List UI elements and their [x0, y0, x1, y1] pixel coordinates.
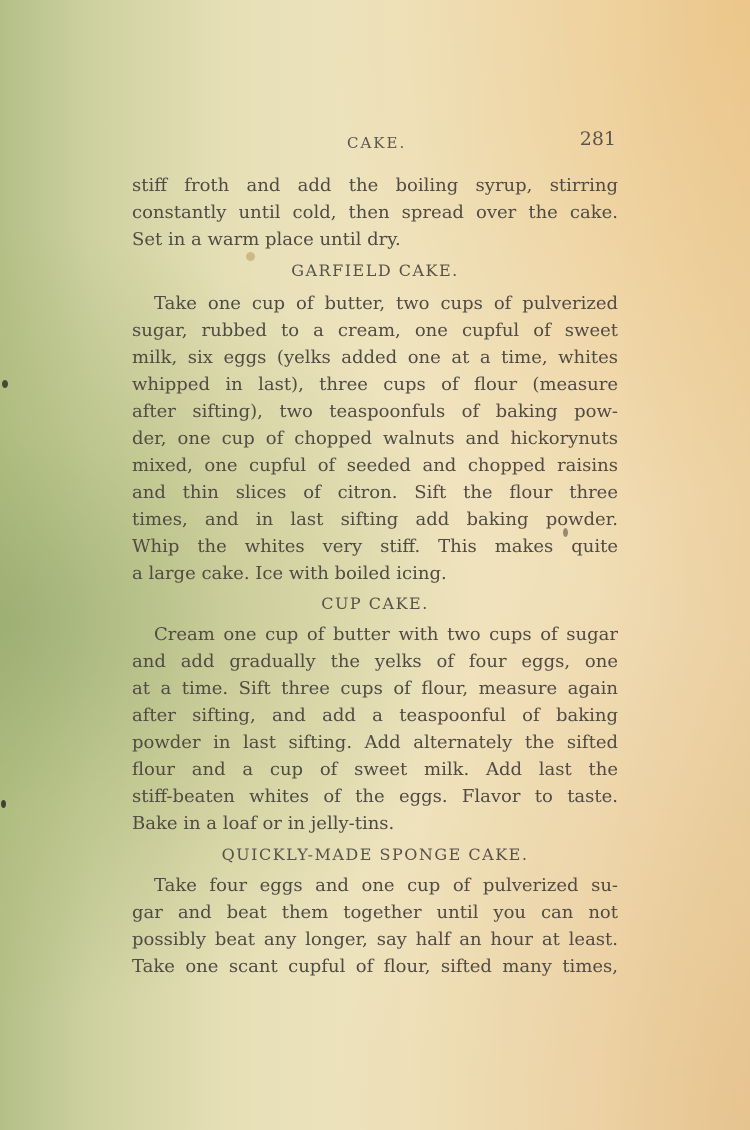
text-line: stiff-beaten whites of the eggs. Flavor to taste. [132, 786, 618, 807]
text-line: a large cake. Ice with boiled icing. [132, 563, 447, 584]
running-title: CAKE. [347, 134, 407, 152]
recipe-heading: QUICKLY-MADE SPONGE CAKE. [221, 845, 529, 864]
page-number: 281 [579, 128, 616, 150]
text-line: and add gradually the yelks of four eggs, one [132, 651, 618, 672]
text-line: after sifting, and add a teaspoonful of baking [132, 705, 618, 726]
text-line: possibly beat any longer, say half an hour at least. [132, 929, 618, 950]
recipe-garfield-cake [132, 256, 618, 587]
text-line: der, one cup of chopped walnuts and hickorynuts [132, 428, 618, 449]
recipe-heading: GARFIELD CAKE. [291, 261, 459, 280]
text-line: Set in a warm place until dry. [132, 229, 401, 250]
paper-stain [2, 380, 8, 388]
recipe-cup-cake [132, 589, 618, 837]
text-line: milk, six eggs (yelks added one at a time, whites [132, 347, 618, 368]
text-line: constantly until cold, then spread over the cake. [132, 202, 618, 223]
text-line: stiff froth and add the boiling syrup, stirring [132, 175, 618, 196]
recipe-quickly-made-sponge-cake [132, 840, 618, 980]
text-line: Bake in a loaf or in jelly-tins. [132, 813, 395, 834]
text-line: Take one cup of butter, two cups of pulverized [154, 293, 618, 314]
text-line: Whip the whites very stiff. This makes quite [132, 536, 618, 557]
text-line: whipped in last), three cups of flour (measure [132, 374, 618, 395]
text-line: Take one scant cupful of flour, sifted many times, [132, 956, 618, 977]
text-line: Cream one cup of butter with two cups of sugar [154, 624, 618, 645]
paper-stain [1, 800, 6, 808]
text-line: sugar, rubbed to a cream, one cupful of sweet [132, 320, 618, 341]
text-line: gar and beat them together until you can not [132, 902, 618, 923]
text-line: Take four eggs and one cup of pulverized su- [154, 875, 618, 896]
text-line: after sifting), two teaspoonfuls of baking pow- [132, 401, 618, 422]
text-line: mixed, one cupful of seeded and chopped raisins [132, 455, 618, 476]
text-line: at a time. Sift three cups of flour, measure again [132, 678, 618, 699]
page-header [132, 128, 618, 158]
intro-paragraph [132, 172, 618, 253]
recipe-heading: CUP CAKE. [321, 594, 429, 613]
text-line: flour and a cup of sweet milk. Add last the [132, 759, 618, 780]
text-line: times, and in last sifting add baking powder. [132, 509, 618, 530]
text-line: and thin slices of citron. Sift the flour three [132, 482, 618, 503]
text-line: powder in last sifting. Add alternately the sifted [132, 732, 618, 753]
